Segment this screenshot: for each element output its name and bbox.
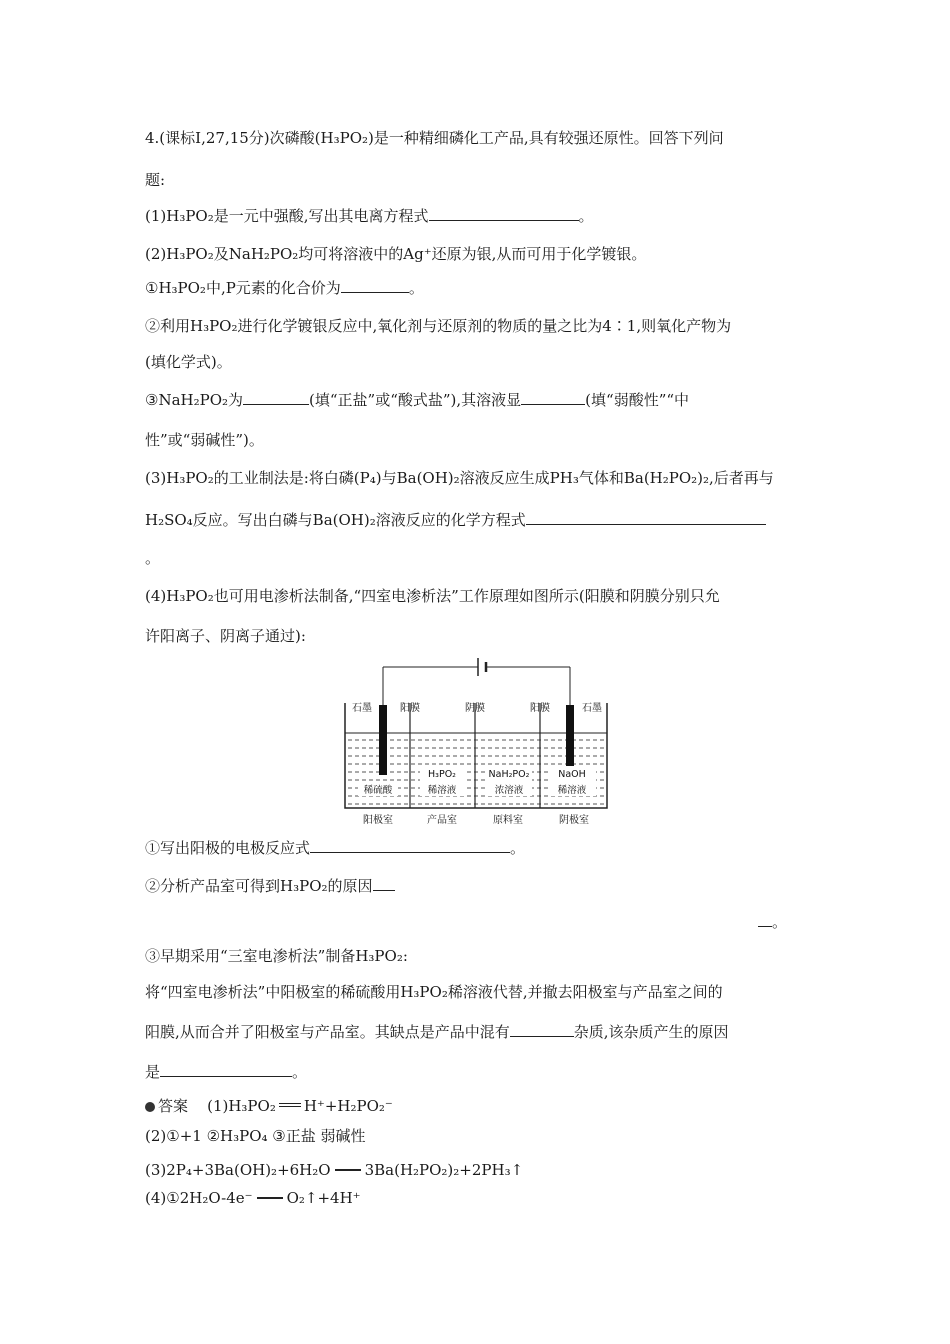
reaction-bar-icon [335, 1169, 361, 1171]
part4-2 [145, 876, 395, 896]
part1-blank[interactable] [429, 206, 579, 221]
answer-line-2: (2)①+1 ②H₃PO₄ ③正盐 弱碱性 [145, 1127, 366, 1145]
part2-1-blank[interactable] [341, 278, 409, 293]
part3b-text: H₂SO₄反应。写出白磷与Ba(OH)₂溶液反应的化学方程式 [145, 511, 526, 529]
part4-3: ③早期采用“三室电渗析法”制备H₃PO₂: [145, 947, 408, 965]
part4-3-blank2[interactable] [160, 1062, 292, 1077]
part2-3 [145, 390, 689, 410]
answer-line-3 [145, 1160, 523, 1180]
chamber-cathode: 阴极室 [559, 815, 589, 826]
content-h3po2-dilute: 稀溶液 [427, 785, 457, 796]
electrodialysis-diagram [340, 655, 620, 830]
content-sulfuric: 稀硫酸 [363, 785, 393, 796]
part4-3b: 将“四室电渗析法”中阳极室的稀硫酸用H₃PO₂稀溶液代替,并撤去阳极室与产品室之间的 [145, 983, 723, 1001]
part2-3-a: ③NaH₂PO₂为 [145, 391, 244, 409]
content-naoh-dilute: 稀溶液 [557, 785, 587, 796]
part1: (1)H₃PO₂是一元中强酸,写出其电离方程式 。 [145, 207, 594, 225]
part4-1-text: ①写出阳极的电极反应式 [145, 839, 311, 857]
part4-3c-b: 杂质,该杂质产生的原因 [573, 1023, 729, 1041]
part4-1: ①写出阳极的电极反应式 。 [145, 839, 526, 857]
label-cation-membrane-left: 阳膜 [400, 703, 420, 714]
part3c: 。 [145, 549, 161, 567]
answer-4-left: (4)①2H₂O-4e⁻ [145, 1189, 253, 1207]
question-header-cont: 题: [145, 171, 166, 189]
part2-2b: (填化学式)。 [145, 353, 232, 371]
part2-1-text: ①H₃PO₂中,P元素的化合价为 [145, 279, 341, 297]
part2-3-blank1[interactable] [243, 390, 309, 405]
reaction-bar-icon [257, 1197, 283, 1199]
question-header: 4.(课标Ⅰ,27,15分)次磷酸(H₃PO₂)是一种精细磷化工产品,具有较强还原性。回答下列问 [145, 129, 724, 147]
part4-3-blank1[interactable] [510, 1022, 574, 1037]
part3-blank[interactable] [526, 510, 766, 525]
answer-1-right: H⁺+H₂PO₂⁻ [303, 1097, 393, 1115]
part1-text: (1)H₃PO₂是一元中强酸,写出其电离方程式 [145, 207, 429, 225]
part2-2: ②利用H₃PO₂进行化学镀银反应中,氧化剂与还原剂的物质的量之比为4∶1,则氧化产物为 [145, 317, 732, 335]
part4b: 许阳离子、阴离子通过): [145, 627, 306, 645]
answer-line-4 [145, 1188, 361, 1208]
part2-3-c: (填“弱酸性”“中 [585, 391, 690, 409]
part4-2-end [758, 912, 787, 932]
part2-3d: 性”或“弱碱性”)。 [145, 431, 264, 449]
content-nah2po2-conc: 浓溶液 [494, 785, 524, 796]
answer-3-left: (3)2P₄+3Ba(OH)₂+6H₂O [145, 1161, 331, 1179]
answer-marker-icon [145, 1102, 155, 1112]
label-anion-membrane: 阴膜 [465, 703, 485, 714]
part4-2-blank[interactable] [373, 876, 395, 891]
part4-2-end-text: 。 [772, 913, 788, 931]
label-graphite-right: 石墨 [582, 703, 602, 714]
equilibrium-arrow-icon [279, 1101, 301, 1109]
part3b [145, 510, 766, 530]
part4-3d-text: 是 [145, 1063, 161, 1081]
part2-3-blank2[interactable] [521, 390, 585, 405]
part4-3d [145, 1062, 307, 1082]
part2-3-b: (填“正盐”或“酸式盐”),其溶液显 [309, 391, 522, 409]
part4-2-text: ②分析产品室可得到H₃PO₂的原因 [145, 877, 373, 895]
part3: (3)H₃PO₂的工业制法是:将白磷(P₄)与Ba(OH)₂溶液反应生成PH₃气体和Ba(H₂PO₂)₂,后者再与 [145, 469, 774, 487]
part4: (4)H₃PO₂也可用电渗析法制备,“四室电渗析法”工作原理如图所示(阳膜和阴膜分别只允 [145, 587, 720, 605]
graphite-electrode-right [566, 705, 574, 775]
part4-3c [145, 1022, 729, 1042]
label-cation-membrane-right: 阳膜 [530, 703, 550, 714]
answer-4-right: O₂↑+4H⁺ [286, 1189, 361, 1207]
part2-1: ①H₃PO₂中,P元素的化合价为 。 [145, 279, 424, 297]
part4-3d-end: 。 [292, 1063, 308, 1081]
answer-3-right: 3Ba(H₂PO₂)₂+2PH₃↑ [364, 1161, 524, 1179]
part2: (2)H₃PO₂及NaH₂PO₂均可将溶液中的Ag⁺还原为银,从而可用于化学镀银。 [145, 245, 647, 263]
chamber-anode: 阳极室 [363, 815, 393, 826]
chamber-raw: 原料室 [493, 815, 523, 826]
answer-label: 答案 [158, 1097, 189, 1115]
part4-2-blank-end[interactable] [758, 912, 772, 927]
chamber-product: 产品室 [427, 815, 457, 826]
part4-1-blank[interactable] [310, 838, 510, 853]
part4-3c-a: 阳膜,从而合并了阳极室与产品室。其缺点是产品中混有 [145, 1023, 510, 1041]
answer-1-left: (1)H₃PO₂ [207, 1097, 276, 1115]
content-nah2po2: NaH₂PO₂ [488, 769, 530, 780]
answer-line-1 [145, 1096, 393, 1116]
content-naoh: NaOH [558, 769, 586, 780]
label-graphite-left: 石墨 [352, 703, 372, 714]
content-h3po2: H₃PO₂ [428, 769, 456, 780]
graphite-electrode-left [379, 705, 387, 775]
